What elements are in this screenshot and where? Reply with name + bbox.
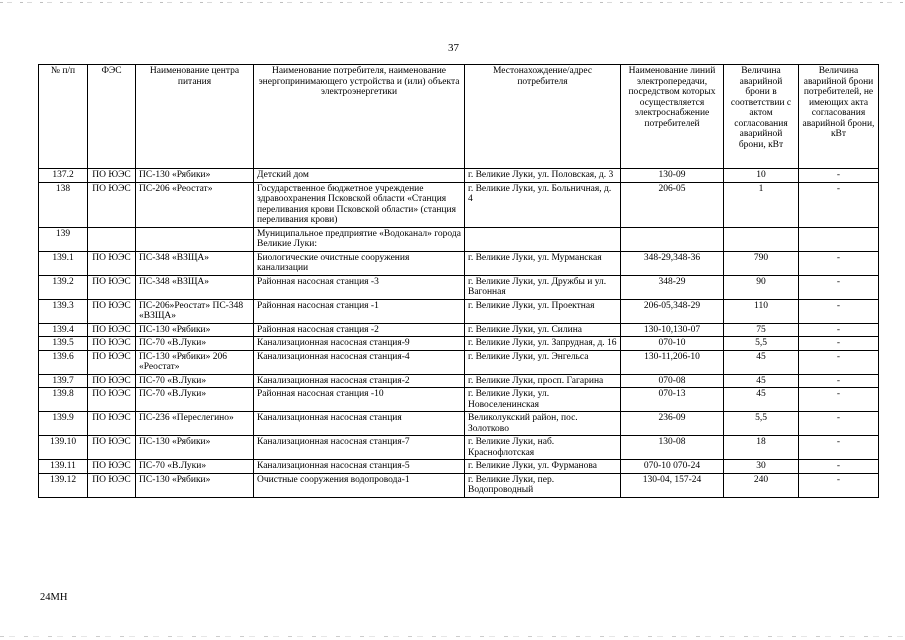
cell-no-act: -: [799, 412, 879, 436]
cell-address: Великолукский район, пос. Золотково: [465, 412, 621, 436]
table-row: [39, 388, 879, 412]
table-body: [39, 169, 879, 498]
table-row: [39, 275, 879, 299]
cell-consumer: Биологические очистные сооружения канализации: [254, 251, 465, 275]
cell-address: г. Великие Луки, ул. Половская, д. 3: [465, 169, 621, 183]
cell-consumer: Муниципальное предприятие «Водоканал» города Великие Луки:: [254, 227, 465, 251]
cell-reserve: 45: [724, 388, 799, 412]
cell-reserve: 110: [724, 299, 799, 323]
cell-address: г. Великие Луки, пер. Водопроводный: [465, 473, 621, 497]
cell-reserve: 10: [724, 169, 799, 183]
cell-reserve: 240: [724, 473, 799, 497]
cell-no-act: [799, 227, 879, 251]
cell-fes: ПО ЮЭС: [88, 388, 136, 412]
table-row: [39, 169, 879, 183]
cell-center: ПС-206»Реостат» ПС-348 «ВЗЩА»: [136, 299, 254, 323]
cell-address: г. Великие Луки, ул. Новоселенинская: [465, 388, 621, 412]
cell-num: 139.8: [39, 388, 88, 412]
cell-fes: ПО ЮЭС: [88, 436, 136, 460]
scan-artifact-bottom: [0, 636, 905, 637]
cell-center: ПС-130 «Рябики»: [136, 323, 254, 337]
cell-num: 139.5: [39, 337, 88, 351]
cell-num: 139: [39, 227, 88, 251]
cell-num: 137.2: [39, 169, 88, 183]
cell-num: 139.10: [39, 436, 88, 460]
cell-no-act: -: [799, 182, 879, 227]
cell-consumer: Районная насосная станция -10: [254, 388, 465, 412]
cell-lines: 130-11,206-10: [621, 350, 724, 374]
footer-code: 24МН: [40, 592, 68, 603]
cell-lines: 130-09: [621, 169, 724, 183]
cell-no-act: -: [799, 388, 879, 412]
cell-address: г. Великие Луки, ул. Силина: [465, 323, 621, 337]
cell-reserve: 18: [724, 436, 799, 460]
cell-address: г. Великие Луки, ул. Проектная: [465, 299, 621, 323]
cell-fes: ПО ЮЭС: [88, 337, 136, 351]
cell-lines: 236-09: [621, 412, 724, 436]
cell-num: 139.9: [39, 412, 88, 436]
cell-consumer: Канализационная насосная станция-4: [254, 350, 465, 374]
cell-fes: ПО ЮЭС: [88, 251, 136, 275]
cell-consumer: Канализационная насосная станция-9: [254, 337, 465, 351]
page-number: 37: [448, 42, 459, 54]
cell-lines: 130-10,130-07: [621, 323, 724, 337]
cell-fes: ПО ЮЭС: [88, 275, 136, 299]
cell-consumer: Канализационная насосная станция-2: [254, 374, 465, 388]
cell-center: ПС-130 «Рябики»: [136, 473, 254, 497]
cell-num: 139.2: [39, 275, 88, 299]
cell-address: г. Великие Луки, наб. Краснофлотская: [465, 436, 621, 460]
cell-lines: 130-08: [621, 436, 724, 460]
cell-center: ПС-70 «В.Луки»: [136, 374, 254, 388]
cell-no-act: -: [799, 251, 879, 275]
cell-no-act: -: [799, 350, 879, 374]
cell-center: ПС-206 «Реостат»: [136, 182, 254, 227]
cell-center: ПС-70 «В.Луки»: [136, 337, 254, 351]
cell-no-act: -: [799, 374, 879, 388]
cell-lines: 206-05: [621, 182, 724, 227]
table-row: [39, 436, 879, 460]
cell-no-act: -: [799, 436, 879, 460]
cell-lines: 070-10 070-24: [621, 460, 724, 474]
cell-fes: ПО ЮЭС: [88, 374, 136, 388]
cell-num: 138: [39, 182, 88, 227]
cell-consumer: Государственное бюджетное учреждение здравоохранения Псковской области «Станция переливания крови Псковской области» (станция переливания крови): [254, 182, 465, 227]
cell-fes: ПО ЮЭС: [88, 350, 136, 374]
cell-lines: 348-29: [621, 275, 724, 299]
col-header-center: Наименование центра питания: [136, 65, 254, 169]
table-row: [39, 323, 879, 337]
cell-reserve: 30: [724, 460, 799, 474]
cell-no-act: -: [799, 169, 879, 183]
cell-center: ПС-70 «В.Луки»: [136, 460, 254, 474]
cell-address: г. Великие Луки, ул. Фурманова: [465, 460, 621, 474]
table-row: [39, 460, 879, 474]
cell-consumer: Канализационная насосная станция-7: [254, 436, 465, 460]
cell-center: ПС-348 «ВЗЩА»: [136, 275, 254, 299]
cell-reserve: 5,5: [724, 412, 799, 436]
cell-num: 139.12: [39, 473, 88, 497]
table-row: [39, 227, 879, 251]
cell-lines: 130-04, 157-24: [621, 473, 724, 497]
cell-fes: ПО ЮЭС: [88, 169, 136, 183]
cell-center: ПС-70 «В.Луки»: [136, 388, 254, 412]
cell-consumer: Канализационная насосная станция: [254, 412, 465, 436]
cell-lines: [621, 227, 724, 251]
col-header-num: № п/п: [39, 65, 88, 169]
col-header-reserve: Величина аварийной брони в соответствии с актом согласования аварийной брони, кВт: [724, 65, 799, 169]
cell-address: г. Великие Луки, ул. Запрудная, д. 16: [465, 337, 621, 351]
table-row: [39, 251, 879, 275]
cell-reserve: [724, 227, 799, 251]
col-header-fes: ФЭС: [88, 65, 136, 169]
cell-fes: ПО ЮЭС: [88, 182, 136, 227]
cell-fes: ПО ЮЭС: [88, 460, 136, 474]
cell-no-act: -: [799, 323, 879, 337]
cell-lines: 070-08: [621, 374, 724, 388]
cell-reserve: 5,5: [724, 337, 799, 351]
table-row: [39, 412, 879, 436]
cell-address: г. Великие Луки, ул. Больничная, д. 4: [465, 182, 621, 227]
col-header-no-act: Величина аварийной брони потребителей, не имеющих акта согласования аварийной брони, кВт: [799, 65, 879, 169]
col-header-consumer: Наименование потребителя, наименование энергопринимающего устройства и (или) объекта электроэнергетики: [254, 65, 465, 169]
cell-consumer: Канализационная насосная станция-5: [254, 460, 465, 474]
cell-num: 139.7: [39, 374, 88, 388]
cell-lines: 070-10: [621, 337, 724, 351]
cell-consumer: Детский дом: [254, 169, 465, 183]
col-header-address: Местонахождение/адрес потребителя: [465, 65, 621, 169]
cell-address: [465, 227, 621, 251]
cell-lines: 348-29,348-36: [621, 251, 724, 275]
cell-no-act: -: [799, 337, 879, 351]
cell-reserve: 90: [724, 275, 799, 299]
cell-fes: [88, 227, 136, 251]
table-header-row: [39, 65, 879, 169]
cell-num: 139.3: [39, 299, 88, 323]
table-row: [39, 473, 879, 497]
cell-consumer: Районная насосная станция -3: [254, 275, 465, 299]
cell-center: ПС-130 «Рябики»: [136, 436, 254, 460]
col-header-lines: Наименование линий электропередачи, посредством которых осуществляется электроснабжение потребителей: [621, 65, 724, 169]
table-row: [39, 299, 879, 323]
cell-consumer: Районная насосная станция -2: [254, 323, 465, 337]
table-row: [39, 182, 879, 227]
cell-reserve: 790: [724, 251, 799, 275]
cell-address: г. Великие Луки, просп. Гагарина: [465, 374, 621, 388]
cell-no-act: -: [799, 460, 879, 474]
cell-consumer: Очистные сооружения водопровода-1: [254, 473, 465, 497]
cell-fes: ПО ЮЭС: [88, 412, 136, 436]
cell-no-act: -: [799, 299, 879, 323]
cell-address: г. Великие Луки, ул. Мурманская: [465, 251, 621, 275]
cell-num: 139.6: [39, 350, 88, 374]
cell-no-act: -: [799, 473, 879, 497]
cell-lines: 070-13: [621, 388, 724, 412]
cell-no-act: -: [799, 275, 879, 299]
cell-address: г. Великие Луки, ул. Дружбы и ул. Вагонная: [465, 275, 621, 299]
cell-fes: ПО ЮЭС: [88, 323, 136, 337]
cell-center: ПС-130 «Рябики» 206 «Реостат»: [136, 350, 254, 374]
cell-fes: ПО ЮЭС: [88, 473, 136, 497]
cell-consumer: Районная насосная станция -1: [254, 299, 465, 323]
cell-reserve: 75: [724, 323, 799, 337]
cell-num: 139.11: [39, 460, 88, 474]
table-row: [39, 350, 879, 374]
cell-reserve: 1: [724, 182, 799, 227]
cell-center: [136, 227, 254, 251]
table-row: [39, 337, 879, 351]
cell-center: ПС-130 «Рябики»: [136, 169, 254, 183]
cell-fes: ПО ЮЭС: [88, 299, 136, 323]
cell-lines: 206-05,348-29: [621, 299, 724, 323]
cell-center: ПС-236 «Переслегино»: [136, 412, 254, 436]
cell-num: 139.1: [39, 251, 88, 275]
cell-address: г. Великие Луки, ул. Энгельса: [465, 350, 621, 374]
scan-artifact-top: [0, 2, 905, 3]
cell-num: 139.4: [39, 323, 88, 337]
cell-reserve: 45: [724, 350, 799, 374]
emergency-reserve-table: [38, 64, 879, 498]
cell-center: ПС-348 «ВЗЩА»: [136, 251, 254, 275]
table-row: [39, 374, 879, 388]
cell-reserve: 45: [724, 374, 799, 388]
